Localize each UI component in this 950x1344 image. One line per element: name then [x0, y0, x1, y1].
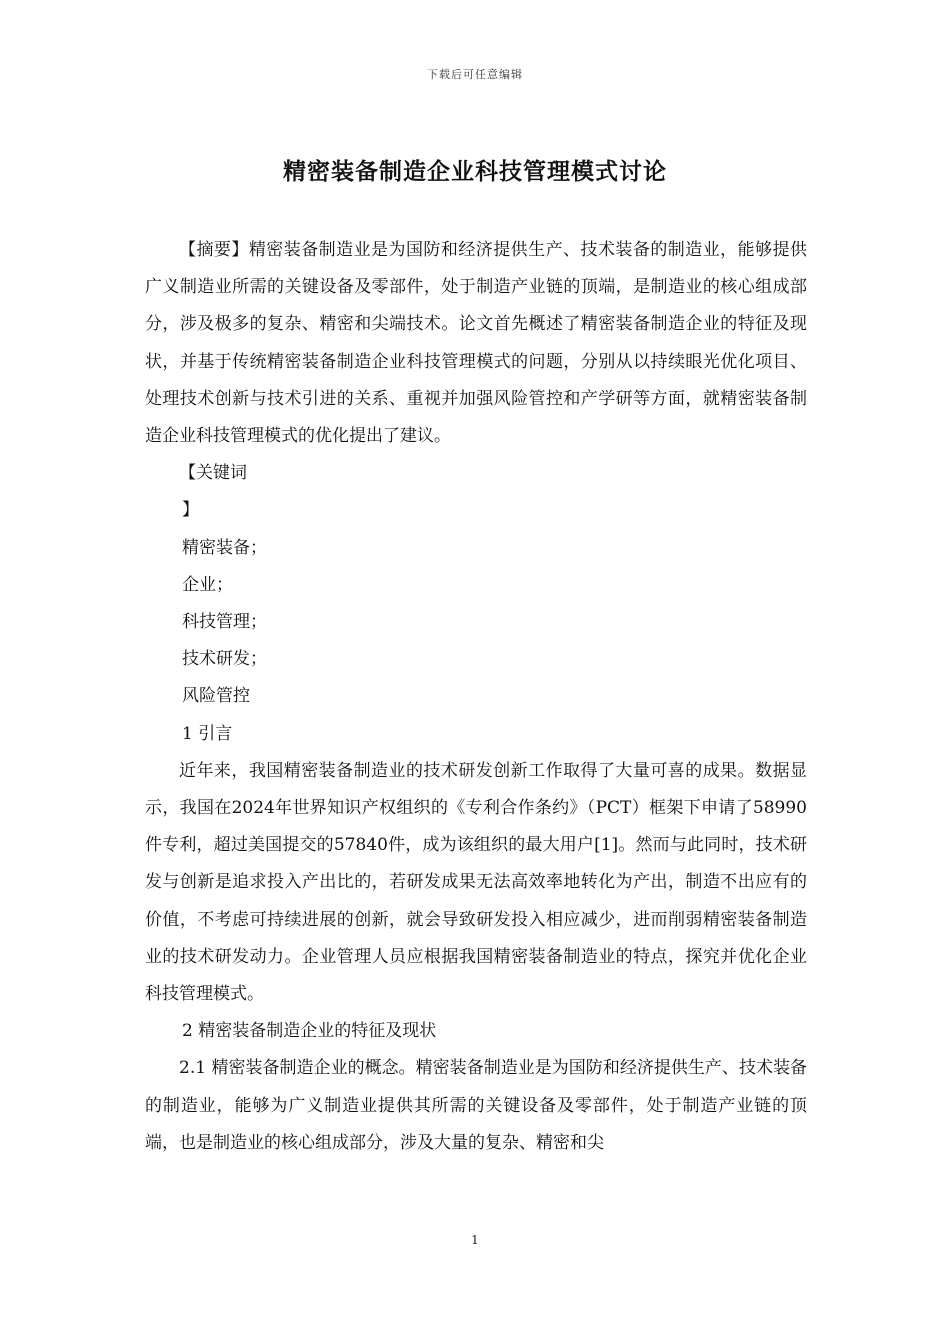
- keyword-item: 企业；: [182, 574, 233, 595]
- section-heading-intro: 1 引言: [182, 723, 233, 744]
- intro-paragraph: 近年来，我国精密装备制造业的技术研发创新工作取得了大量可喜的成果。数据显示，我国在2024年世界知识产权组织的《专利合作条约》（PCT）框架下申请了58990件专利，超过美国提交的57840件，成为该组织的最大用户[1]。然而与此同时，技术研发与创新是追求投入产出比的，若研发成果无法高效率地转化为产出，制造不出应有的价值，不考虑可持续进展的创新，就会导致研发投入相应减少，进而削弱精密装备制造业的技术研发动力。企业管理人员应根据我国精密装备制造业的特点，探究并优化企业科技管理模式。: [145, 760, 807, 1005]
- keyword-item: 风险管控: [182, 686, 250, 707]
- page-header-note: 下载后可任意编辑: [427, 68, 523, 81]
- keywords-label-open: 【关键词: [179, 463, 247, 484]
- abstract-paragraph: 【摘要】精密装备制造业是为国防和经济提供生产、技术装备的制造业，能够提供广义制造业所需的关键设备及零部件，处于制造产业链的顶端，是制造业的核心组成部分，涉及极多的复杂、精密和尖端技术。论文首先概述了精密装备制造企业的特征及现状，并基于传统精密装备制造企业科技管理模式的问题，分别从以持续眼光优化项目、处理技术创新与技术引进的关系、重视并加强风险管控和产学研等方面，就精密装备制造企业科技管理模式的优化提出了建议。: [145, 240, 807, 447]
- keyword-item: 技术研发；: [182, 649, 267, 670]
- document-title: 精密装备制造企业科技管理模式讨论: [283, 158, 667, 185]
- page-number: 1: [471, 1233, 479, 1247]
- keyword-item: 精密装备；: [182, 537, 267, 558]
- section-heading-features: 2 精密装备制造企业的特征及现状: [182, 1021, 437, 1042]
- document-body: [145, 232, 807, 1162]
- keyword-item: 科技管理；: [182, 612, 267, 633]
- concept-paragraph: 2.1 精密装备制造企业的概念。精密装备制造业是为国防和经济提供生产、技术装备的制造业，能够为广义制造业提供其所需的关键设备及零部件，处于制造产业链的顶端，也是制造业的核心组成部分，涉及大量的复杂、精密和尖: [145, 1058, 807, 1153]
- keywords-label-close: 】: [182, 500, 199, 521]
